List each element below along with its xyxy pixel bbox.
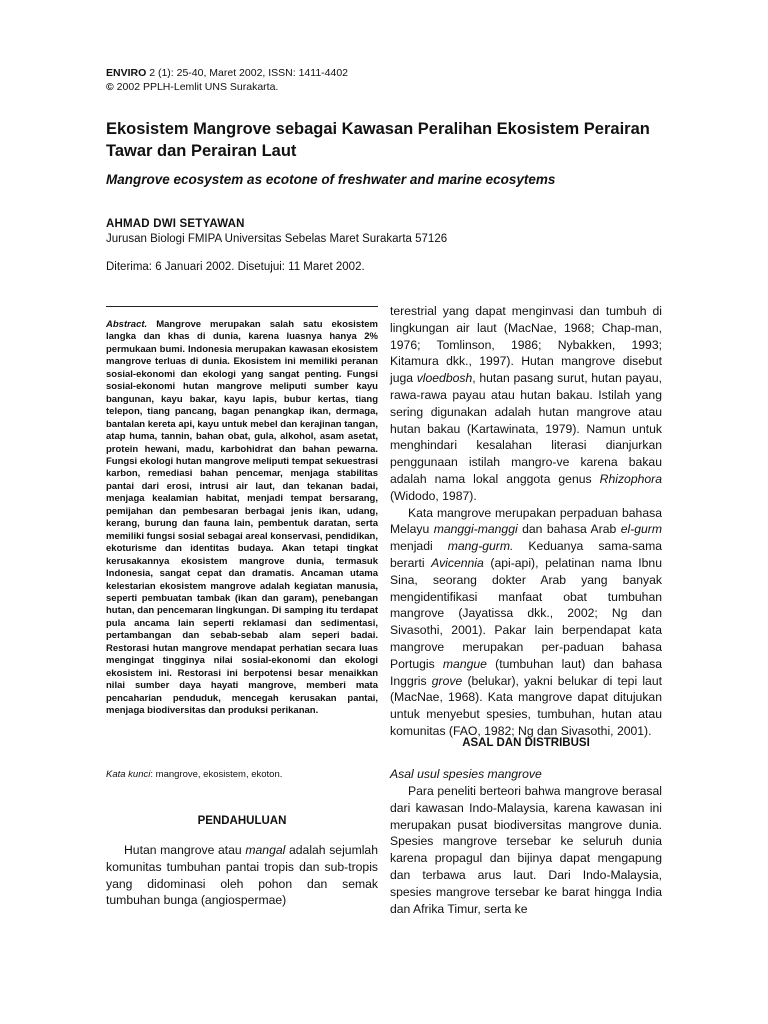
body-text-segment: (Widodo, 1987). [390, 488, 477, 503]
abstract-text: Mangrove merupakan salah satu ekosistem langka dan khas di dunia, karena luasnya hanya 2% permukaan bumi. Indonesia merupakan kawasan ekosistem mangrove terluas di dunia. Ekosistem ini memiliki peranan sosial-ekonomi dan ekologi yang sangat penting. Fungsi sosial-ekonomi hutan mangrove meliputi sumber kayu bangunan, kayu bakar, kayu lapis, bubur kertas, tiang telepon, tiang pancang, bagan penangkap ikan, dermaga, bantalan kereta api, kayu untuk mebel dan kerajinan tangan, atap huma, tannin, bahan obat, gula, alkohol, asam asetat, protein hewani, madu, karbohidrat dan bahan pewarna. Fungsi ekologi hutan mangrove meliputi tempat sekuestrasi karbon, remediasi bahan pencemar, menjaga stabilitas pantai dari erosi, intrusi air laut, dan tekanan badai, menjaga kealamian habitat, menjadi tempat bersarang, pemijahan dan pembesaran berbagai jenis ikan, udang, kerang, burung dan fauna lain, pembentuk daratan, serta memiliki fungsi sosial sebagai areal konservasi, pendidikan, ekoturisme dan identitas budaya. Akan tetapi tingkat kerusakannya ekosistem mangrove dunia, termasuk Indonesia, sangat cepat dan dramatis. Ancaman utama kelestarian ekosistem mangrove adalah kegiatan manusia, seperti pembuatan tambak (ikan dan garam), penebangan hutan, dan pencemaran lingkungan. Di samping itu terdapat pula ancama lain seperti reklamasi dan sedimentasi, pertambangan dan sebab-sebab alam seperi badai. Restorasi hutan mangrove mendapat perhatian secara luas mengingat tingginya nilai sosial-ekonomi dan ekologi ekosistem ini. Restorasi ini berpotensi besar menaikkan nilai sumber daya hayati mangrove, memberi mata pencaharian penduduk, mencegah kerusakan pantai, menjaga biodiversitas dan produksi perikanan. [106, 319, 378, 717]
body-italic-term: mangue [442, 656, 487, 671]
body-text-segment: , hutan pasang surut, hutan payau, rawa-rawa payau atau hutan bakau. Istilah yang sering digunakan adalah hutan mangrove atau hutan bakau (Kartawinata, 1979). Namun untuk menghindari kesalahan literasi dianjurkan penggunaan istilah mangro-ve karena bakau adalah nama lokal anggota genus [390, 371, 662, 486]
journal-header [106, 66, 348, 94]
body-text-segment: (api-api), pelatinan nama Ibnu Sina, seorang dokter Arab yang banyak mengidentifikasi manfaat obat tumbuhan mangrove (Jayatissa dkk., 2002; Ng dan Sivasothi, 2001). Pakar lain berpendapat kata mangrove merupakan per-paduan bahasa Portugis [390, 555, 662, 671]
body-italic-term: manggi-manggi [433, 522, 518, 537]
journal-citation-line [106, 66, 348, 80]
journal-name: ENVIRO [106, 67, 147, 79]
section-heading-pendahuluan: PENDAHULUAN [197, 815, 287, 827]
body-text-segment: Hutan mangrove atau [124, 843, 246, 857]
keywords-text: : mangrove, ekosistem, ekoton. [150, 769, 283, 780]
body-paragraph [390, 303, 662, 505]
author-affiliation: Jurusan Biologi FMIPA Universitas Sebelas Maret Surakarta 57126 [106, 233, 448, 245]
body-text-segment: dan bahasa Arab [517, 522, 621, 537]
author-name: AHMAD DWI SETYAWAN [106, 218, 245, 230]
body-text-segment: terestrial yang dapat menginvasi dan tumbuh di lingkungan air laut (MacNae, 1968; Chap-man, 1976; Tomlinson, 1986; Nybakken, 1993; Kitamura dkk., 1997). Hutan mangrove disebut juga [390, 304, 662, 386]
body-text-segment: menjadi [390, 539, 448, 554]
body-italic-term: Avicennia [431, 555, 484, 570]
body-italic-term: grove [431, 673, 463, 688]
body-italic-term: vloedbosh [416, 371, 473, 386]
section-heading-asal-distribusi: ASAL DAN DISTRIBUSI [462, 737, 590, 749]
body-column-right [390, 303, 662, 740]
body-paragraph: Para peneliti berteori bahwa mangrove berasal dari kawasan Indo-Malaysia, karena kawasan ini merupakan pusat biodiversitas mangrove dunia. Spesies mangrove tersebar ke seluruh dunia karena propagul dan bijinya dapat mengapung dan terbawa arus laut. Dari Indo-Malaysia, spesies mangrove tersebar ke barat hingga India dan Afrika Timur, serta ke [390, 784, 662, 916]
article-title: Ekosistem Mangrove sebagai Kawasan Peralihan Ekosistem Perairan Tawar dan Perairan Laut [106, 120, 650, 160]
body-italic-term: mangal [245, 843, 286, 857]
abstract-label: Abstract. [106, 319, 148, 330]
copyright-line [106, 80, 348, 94]
article-subtitle: Mangrove ecosystem as ecotone of freshwater and marine ecosytems [106, 172, 556, 187]
body-text-segment: (belukar), yakni belukar di tepi laut (MacNae, 1968). Kata mangrove dapat ditujukan untuk menyebut spesies, tumbuhan, hutan atau komunitas (FAO, 1982; Ng dan Sivasothi, 2001). [390, 673, 662, 738]
body-italic-term: mang-gurm. [447, 539, 514, 554]
body-italic-term: el-gurm [620, 522, 662, 537]
body-text-segment: Keduanya sama-sama berarti [390, 539, 662, 570]
copyright-text: 2002 PPLH-Lemlit UNS Surakarta. [116, 81, 279, 93]
body-paragraph-left [106, 842, 378, 909]
received-dates: Diterima: 6 Januari 2002. Disetujui: 11 Maret 2002. [106, 261, 365, 273]
keywords-label: Kata kunci [106, 769, 151, 780]
body-text-segment: adalah sejumlah komunitas tumbuhan pantai tropis dan sub-tropis yang didominasi oleh pohon dan semak tumbuhan bunga (angiospermae) [106, 843, 378, 908]
body-text-segment: (tumbuhan laut) dan bahasa Inggris [390, 656, 662, 688]
subsection-heading: Asal usul spesies mangrove [390, 767, 542, 781]
copyright-symbol: © [106, 81, 114, 93]
body-paragraph [390, 505, 662, 740]
abstract-divider [106, 306, 378, 307]
journal-citation: 2 (1): 25-40, Maret 2002, ISSN: 1411-4402 [149, 67, 349, 79]
keywords [106, 769, 378, 781]
body-italic-term: Rhizophora [599, 471, 662, 486]
abstract [106, 319, 378, 718]
body-text-segment: Kata mangrove merupakan perpaduan bahasa Melayu [390, 505, 662, 537]
